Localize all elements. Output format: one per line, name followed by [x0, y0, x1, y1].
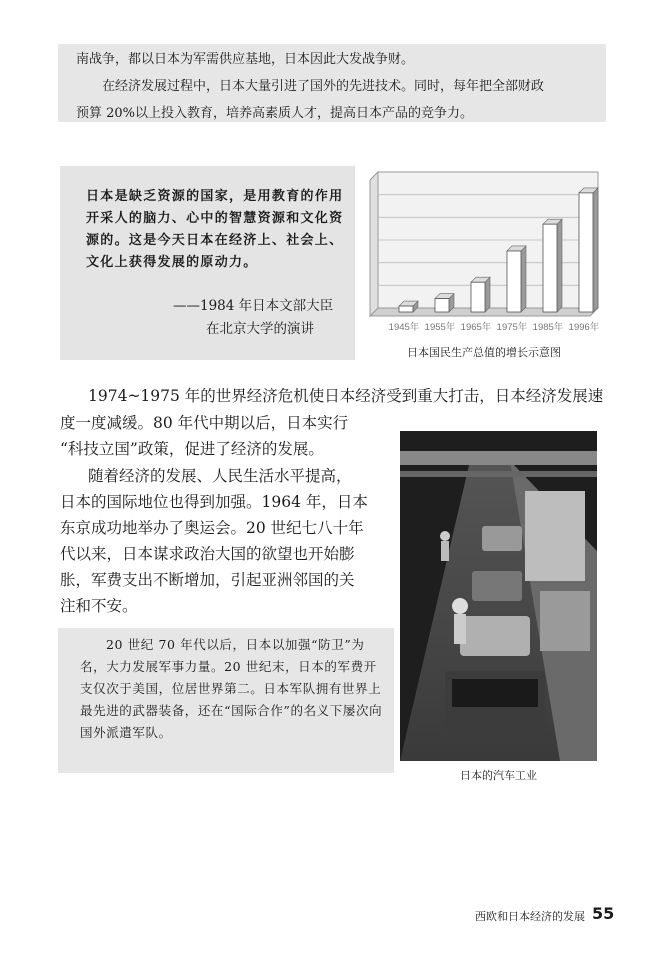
- main-p2-line6: 注和不安。: [60, 597, 138, 615]
- car-factory-photo: [400, 431, 597, 761]
- quote-attribution-1: ——1984 年日本文部大臣: [173, 298, 334, 314]
- chart-tick-label: 1985年: [532, 322, 564, 333]
- chart-bar: [543, 224, 557, 312]
- main-p1-line1: 1974~1975 年的世界经济危机使日本经济受到重大打击，日本经济发展速: [88, 387, 604, 405]
- gnp-chart: [362, 166, 606, 336]
- chart-tick-label: 1975年: [496, 322, 528, 333]
- top-line-1: 南战争，都以日本为军需供应基地，日本因此大发战争财。: [76, 52, 415, 67]
- main-p1-line3: “科技立国”政策，促进了经济的发展。: [60, 440, 324, 458]
- top-line-2: 在经济发展过程中，日本大量引进了国外的先进技术。同时，每年把全部财政: [102, 79, 545, 94]
- car-factory-illustration: [400, 431, 597, 761]
- chart-bar-side: [521, 246, 526, 312]
- bottom-text: [80, 634, 386, 744]
- page-number: 55: [592, 904, 615, 923]
- main-p1-line2: 度一度减缓。80 年代中期以后，日本实行: [60, 414, 349, 432]
- chart-side-wall: [370, 172, 378, 316]
- chart-caption: 日本国民生产总值的增长示意图: [407, 346, 561, 359]
- chart-bar: [579, 193, 593, 312]
- main-p2-line1: 随着经济的发展、人民生活水平提高，: [88, 467, 352, 485]
- chart-bar-side: [485, 277, 490, 312]
- main-p2-line2: 日本的国际地位也得到加强。1964 年，日本: [60, 493, 368, 511]
- bottom-text-content: 20 世纪 70 年代以后，日本以加强“防卫”为名，大力发展军事力量。20 世纪末，日本的军费开支仅次于美国，位居世界第二。日本军队拥有世界上最先进的武器装备，还在“国际合作”的名义下屡次向国外派遣军队。: [80, 637, 383, 740]
- chart-bar-side: [557, 219, 562, 312]
- top-line-3: 预算 20%以上投入教育，培养高素质人才，提高日本产品的竞争力。: [76, 106, 474, 121]
- chart-tick-label: 1955年: [424, 322, 456, 333]
- quote-attribution-2: 在北京大学的演讲: [206, 321, 314, 337]
- gnp-chart-svg: [362, 166, 606, 336]
- quote-text: 日本是缺乏资源的国家，是用教育的作用开采人的脑力、心中的智慧资源和文化资源的。这是今天日本在经济上、社会上、文化上获得发展的原动力。: [86, 189, 344, 270]
- main-p2-line5: 胀，军费支出不断增加，引起亚洲邻国的关: [60, 571, 355, 589]
- main-p2-line4: 代以来，日本谋求政治大国的欲望也开始膨: [60, 545, 355, 563]
- chart-bar: [435, 299, 449, 312]
- main-p2-line3: 东京成功地举办了奥运会。20 世纪七八十年: [60, 519, 364, 537]
- chart-bar: [471, 282, 485, 312]
- quote-box: [60, 166, 355, 360]
- footer-chapter-title: 西欧和日本经济的发展: [475, 910, 585, 923]
- chart-tick-label: 1996年: [568, 322, 600, 333]
- chart-bar: [507, 251, 521, 312]
- bottom-text-box: [58, 628, 394, 773]
- chart-tick-label: 1965年: [460, 322, 492, 333]
- chart-bar: [399, 306, 413, 312]
- top-text-box: [58, 44, 606, 122]
- chart-tick-label: 1945年: [388, 322, 420, 333]
- photo-caption: 日本的汽车工业: [460, 769, 537, 782]
- chart-bar-side: [593, 188, 598, 312]
